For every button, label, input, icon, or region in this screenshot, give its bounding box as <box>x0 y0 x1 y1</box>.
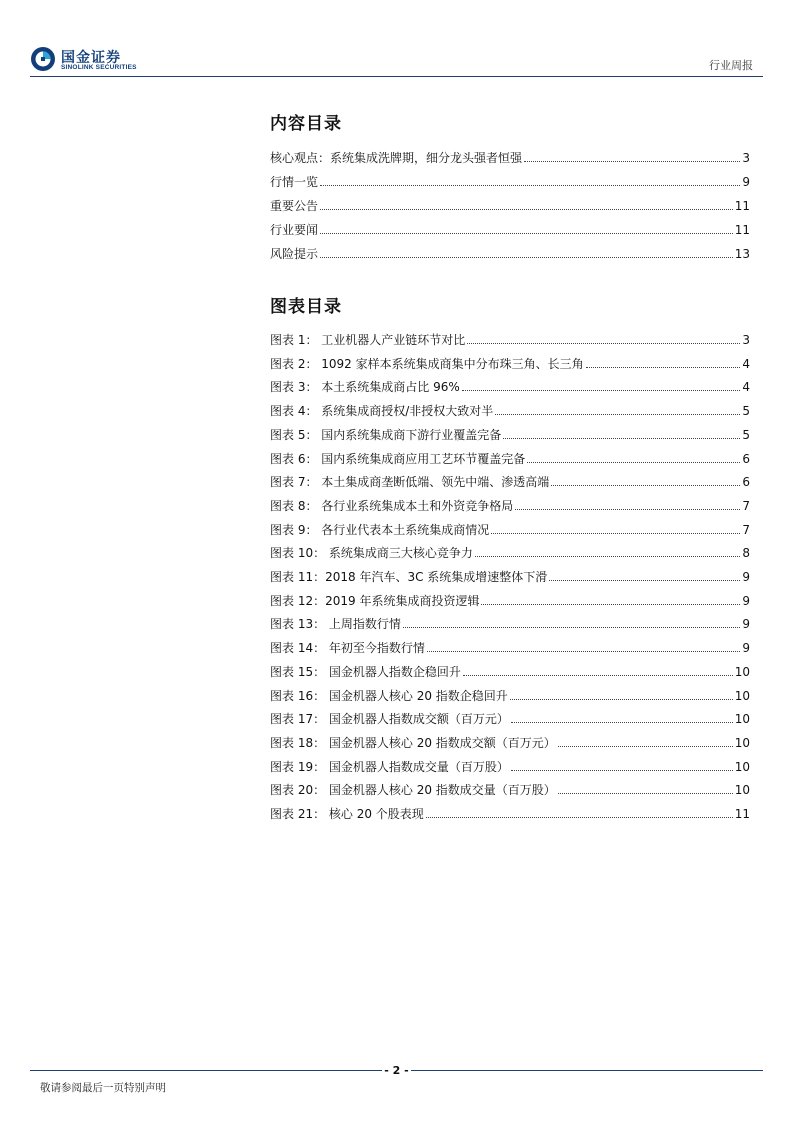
contents-entry-label: 风险提示 <box>270 247 319 261</box>
figure-entry[interactable] <box>270 753 750 775</box>
dot-leader <box>549 579 740 581</box>
figure-entry[interactable] <box>270 373 750 395</box>
dot-leader <box>558 745 733 747</box>
contents-entry[interactable] <box>270 144 750 166</box>
contents-entry[interactable] <box>270 168 750 190</box>
figure-entry-label: 图表 15： 国金机器人指数企稳回升 <box>270 664 461 679</box>
figure-entry-page: 7 <box>742 522 750 537</box>
dot-leader <box>524 160 740 162</box>
dot-leader <box>527 461 740 463</box>
figure-entry-label: 图表 2： 1092 家样本系统集成商集中分布珠三角、长三角 <box>270 356 584 371</box>
figure-entry[interactable] <box>270 421 750 443</box>
dot-leader <box>551 484 740 486</box>
figure-entry[interactable] <box>270 326 750 348</box>
figure-entry[interactable] <box>270 729 750 751</box>
report-type-label: 行业周报 <box>709 59 753 72</box>
figure-entry-page: 9 <box>742 570 750 584</box>
figure-entry[interactable] <box>270 563 750 585</box>
contents-entry[interactable] <box>270 192 750 214</box>
figure-entry-page: 9 <box>742 593 750 608</box>
contents-entry-page: 3 <box>742 151 750 165</box>
dot-leader <box>320 184 740 186</box>
contents-entry-label: 行业要闻 <box>270 223 319 237</box>
dot-leader <box>320 208 733 210</box>
contents-entry[interactable] <box>270 216 750 238</box>
figures-title: 图表目录 <box>270 297 342 317</box>
figure-entry-label: 图表 9： 各行业代表本土系统集成商情况 <box>270 522 490 537</box>
page-number <box>0 1064 793 1077</box>
figure-entry[interactable] <box>270 634 750 656</box>
dot-leader <box>426 816 733 818</box>
contents-toc <box>270 112 750 262</box>
contents-entry[interactable] <box>270 240 750 262</box>
company-logo <box>30 46 150 74</box>
figure-entry-page: 8 <box>742 546 750 561</box>
figure-entry-page: 6 <box>742 451 750 466</box>
dot-leader <box>320 232 733 234</box>
figure-entry-page: 10 <box>734 759 750 774</box>
figure-entry[interactable] <box>270 516 750 538</box>
dot-leader <box>511 769 733 771</box>
dot-leader <box>511 721 733 723</box>
figure-entry-label: 图表 14： 年初至今指数行情 <box>270 641 425 656</box>
contents-entry-label: 核心观点：系统集成洗牌期，细分龙头强者恒强 <box>270 151 523 165</box>
contents-entry-label: 行情一览 <box>270 175 319 189</box>
figure-entry-page: 4 <box>742 356 750 371</box>
figure-entry-page: 10 <box>734 735 750 750</box>
figure-entry-page: 5 <box>742 404 750 419</box>
figure-entry-label: 图表 20： 国金机器人核心 20 指数成交量（百万股） <box>270 783 556 798</box>
dot-leader <box>491 532 740 534</box>
contents-entry-page: 13 <box>734 247 750 261</box>
figure-entry[interactable] <box>270 539 750 561</box>
figure-entry[interactable] <box>270 776 750 798</box>
contents-entry-page: 11 <box>734 223 750 237</box>
dot-leader <box>475 555 740 557</box>
figure-entry-label: 图表 12：2019 年系统集成商投资逻辑 <box>270 593 480 608</box>
figure-entry-label: 图表 11：2018 年汽车、3C 系统集成增速整体下滑 <box>270 570 548 584</box>
figure-entry[interactable] <box>270 705 750 727</box>
contents-title: 内容目录 <box>270 114 342 134</box>
figure-entry-page: 10 <box>734 712 750 727</box>
figure-entry-label: 图表 17： 国金机器人指数成交额（百万元） <box>270 712 509 727</box>
dot-leader <box>403 626 740 628</box>
figure-entry[interactable] <box>270 445 750 467</box>
figure-entry-label: 图表 4： 系统集成商授权/非授权大致对半 <box>270 404 494 419</box>
figure-entry[interactable] <box>270 397 750 419</box>
figure-entry-page: 7 <box>742 498 750 513</box>
contents-entry-label: 重要公告 <box>270 199 319 213</box>
figure-entry-label: 图表 8： 各行业系统集成本土和外资竞争格局 <box>270 498 514 513</box>
figure-entry-label: 图表 5： 国内系统集成商下游行业覆盖完备 <box>270 427 502 442</box>
logo-english-name: SINOLINK SECURITIES <box>61 64 137 71</box>
figure-entry-page: 5 <box>742 427 750 442</box>
figure-entry-page: 10 <box>734 664 750 679</box>
figure-entry-label: 图表 18： 国金机器人核心 20 指数成交额（百万元） <box>270 735 556 750</box>
figure-entry-page: 6 <box>742 475 750 490</box>
sinolink-logo-icon <box>30 46 56 72</box>
disclaimer-note: 敬请参阅最后一页特别声明 <box>40 1082 166 1094</box>
page-number-text: - 2 - <box>384 1064 409 1077</box>
figure-entry-label: 图表 21： 核心 20 个股表现 <box>270 807 424 821</box>
figure-entry[interactable] <box>270 468 750 490</box>
figure-entry-label: 图表 7： 本土集成商垄断低端、领先中端、渗透高端 <box>270 475 550 490</box>
figure-entry-page: 10 <box>734 783 750 798</box>
dot-leader <box>427 650 740 652</box>
figure-entry-label: 图表 1： 工业机器人产业链环节对比 <box>270 333 466 347</box>
figure-entry[interactable] <box>270 610 750 632</box>
contents-entry-page: 11 <box>734 199 750 213</box>
figure-entry[interactable] <box>270 682 750 704</box>
dot-leader <box>320 256 733 258</box>
dot-leader <box>463 674 733 676</box>
figure-entry-label: 图表 19： 国金机器人指数成交量（百万股） <box>270 759 509 774</box>
figure-entry-label: 图表 3： 本土系统集成商占比 96% <box>270 380 460 395</box>
figure-entry[interactable] <box>270 492 750 514</box>
dot-leader <box>558 792 733 794</box>
contents-entry-page: 9 <box>742 175 750 189</box>
dot-leader <box>462 389 741 391</box>
figure-entry[interactable] <box>270 350 750 372</box>
figure-entry-label: 图表 6： 国内系统集成商应用工艺环节覆盖完备 <box>270 451 526 466</box>
figure-entry[interactable] <box>270 800 750 822</box>
dot-leader <box>503 437 740 439</box>
figure-entry-label: 图表 16： 国金机器人核心 20 指数企稳回升 <box>270 688 508 703</box>
figure-entry-page: 10 <box>734 688 750 703</box>
dot-leader <box>510 698 733 700</box>
dot-leader <box>467 342 740 344</box>
dot-leader <box>495 413 740 415</box>
header-divider <box>30 76 763 77</box>
figure-entry-label: 图表 10： 系统集成商三大核心竞争力 <box>270 546 473 561</box>
figure-entry-page: 4 <box>742 380 750 395</box>
figure-entry[interactable] <box>270 658 750 680</box>
figure-entry-page: 9 <box>742 641 750 656</box>
dot-leader <box>481 603 740 605</box>
page-header <box>0 0 793 80</box>
figure-entry-label: 图表 13： 上周指数行情 <box>270 617 401 632</box>
figure-entry-page: 3 <box>742 333 750 347</box>
figure-entry[interactable] <box>270 587 750 609</box>
logo-chinese-name: 国金证券 <box>61 50 121 66</box>
figure-entry-page: 9 <box>742 617 750 632</box>
figures-toc <box>270 295 750 825</box>
dot-leader <box>515 508 740 510</box>
figure-entry-page: 11 <box>734 807 750 821</box>
dot-leader <box>586 366 741 368</box>
